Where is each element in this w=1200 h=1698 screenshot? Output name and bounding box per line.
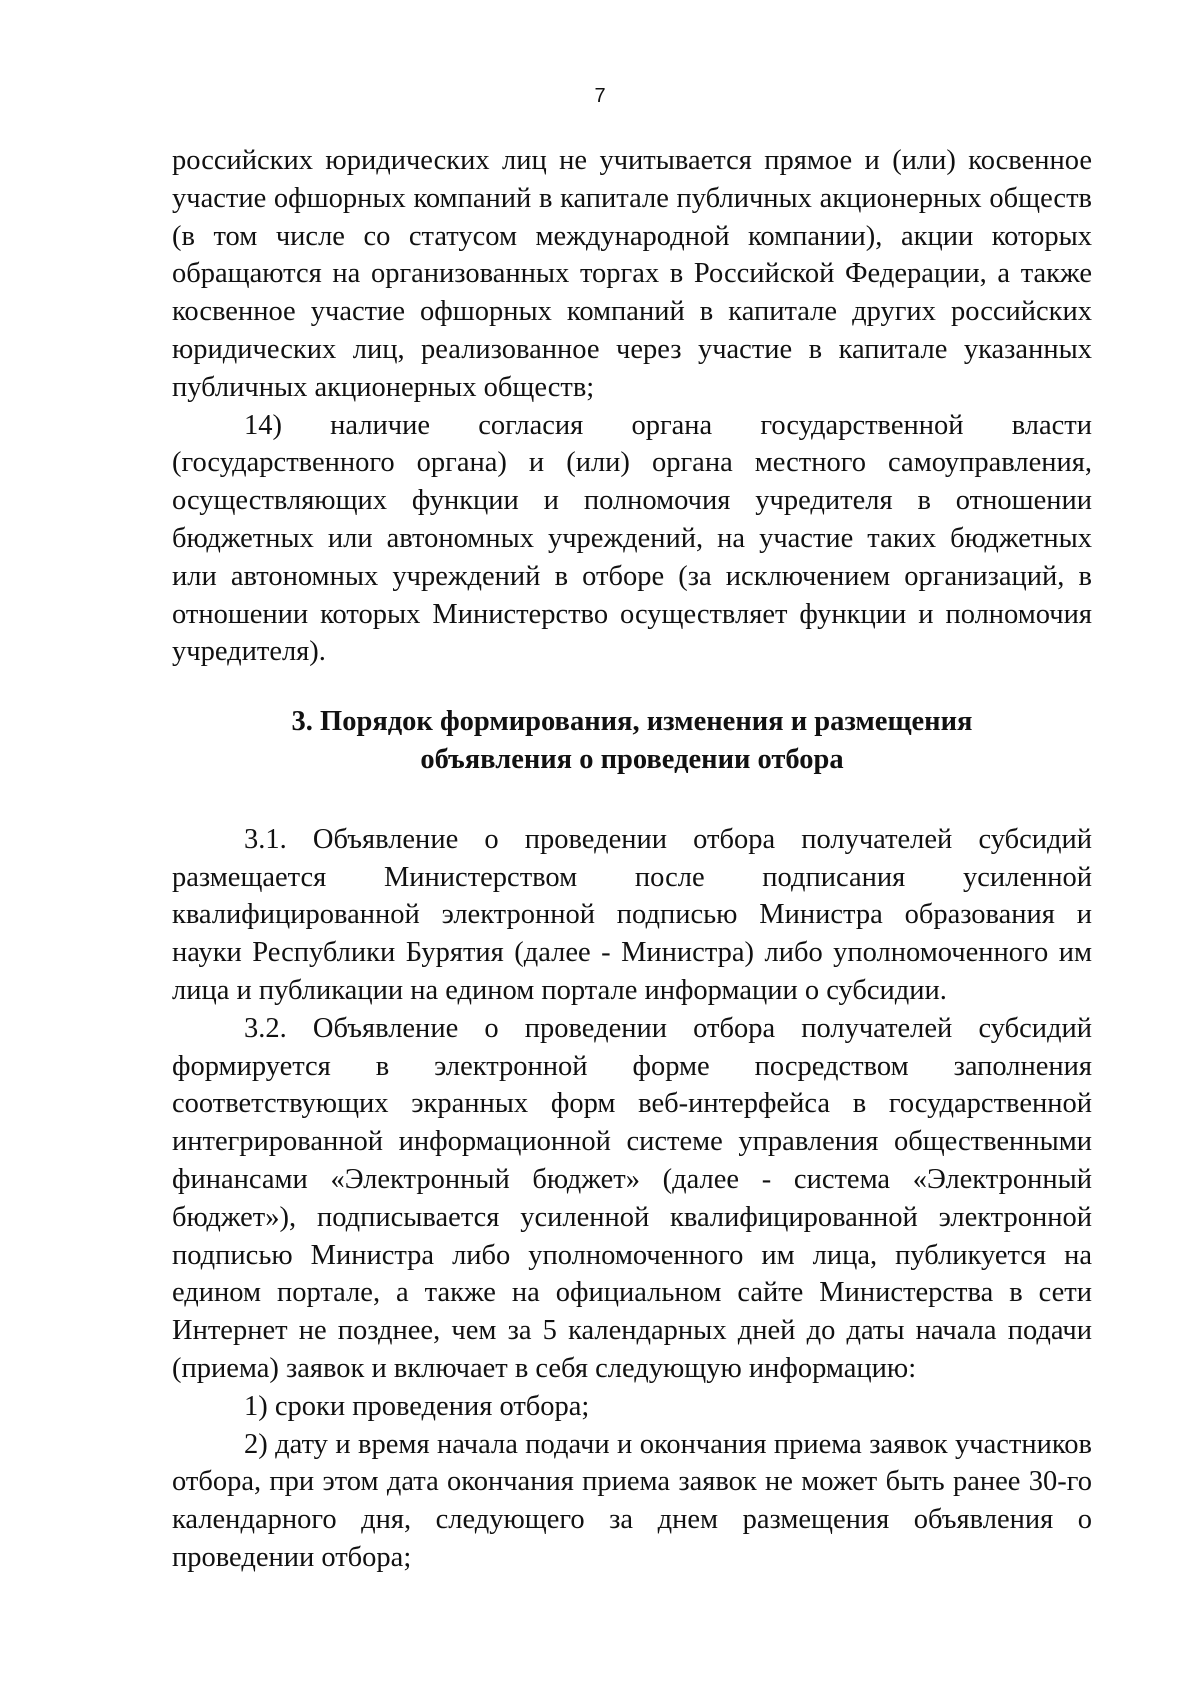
section-heading — [172, 703, 1092, 779]
list-item-1: 1) сроки проведения отбора; — [244, 1390, 590, 1422]
section-heading-line-1: 3. Порядок формирования, изменения и размещения — [291, 706, 973, 738]
paragraph-3-2: 3.2. Объявление о проведении отбора получателей субсидий формируется в электронной форме посредством заполнения соответствующих экранных форм веб-интерфейса в государственной интегрированной информационной системе управления общественными финансами «Электронный бюджет» (далее - система «Электронный бюджет»), подписывается усиленной квалифицированной электронной подписью Министра либо уполномоченного им лица, публикуется на едином портале, а также на официальном сайте Министерства в сети Интернет не позднее, чем за 5 календарных дней до даты начала подачи (приема) заявок и включает в себя следующую информацию: — [172, 1012, 1092, 1384]
paragraph-3-1: 3.1. Объявление о проведении отбора получателей субсидий размещается Министерством после подписания усиленной квалифицированной электронной подписью Министра образования и науки Республики Бурятия (далее - Министра) либо уполномоченного им лица и публикации на едином портале информации о субсидии. — [172, 823, 1092, 1006]
paragraph-continuation: российских юридических лиц не учитывается прямое и (или) косвенное участие офшорных компаний в капитале публичных акционерных обществ (в том числе со статусом международной компании), акции которых обращаются на организованных торгах в Российской Федерации, а также косвенное участие офшорных компаний в капитале других российских юридических лиц, реализованное через участие в капитале указанных публичных акционерных обществ; — [172, 145, 1092, 403]
section-heading-line-2: объявления о проведении отбора — [420, 743, 844, 775]
document-body — [172, 142, 1092, 1577]
list-item-2: 2) дату и время начала подачи и окончания приема заявок участников отбора, при этом дата окончания приема заявок не может быть ранее 30-го календарного дня, следующего за днем размещения объявления о проведении отбора; — [172, 1428, 1092, 1573]
page-number: 7 — [594, 85, 606, 107]
paragraph-item-14: 14) наличие согласия органа государственной власти (государственного органа) и (или) органа местного самоуправления, осуществляющих функции и полномочия учредителя в отношении бюджетных или автономных учреждений, на участие таких бюджетных или автономных учреждений в отборе (за исключением организаций, в отношении которых Министерство осуществляет функции и полномочия учредителя). — [172, 409, 1092, 668]
